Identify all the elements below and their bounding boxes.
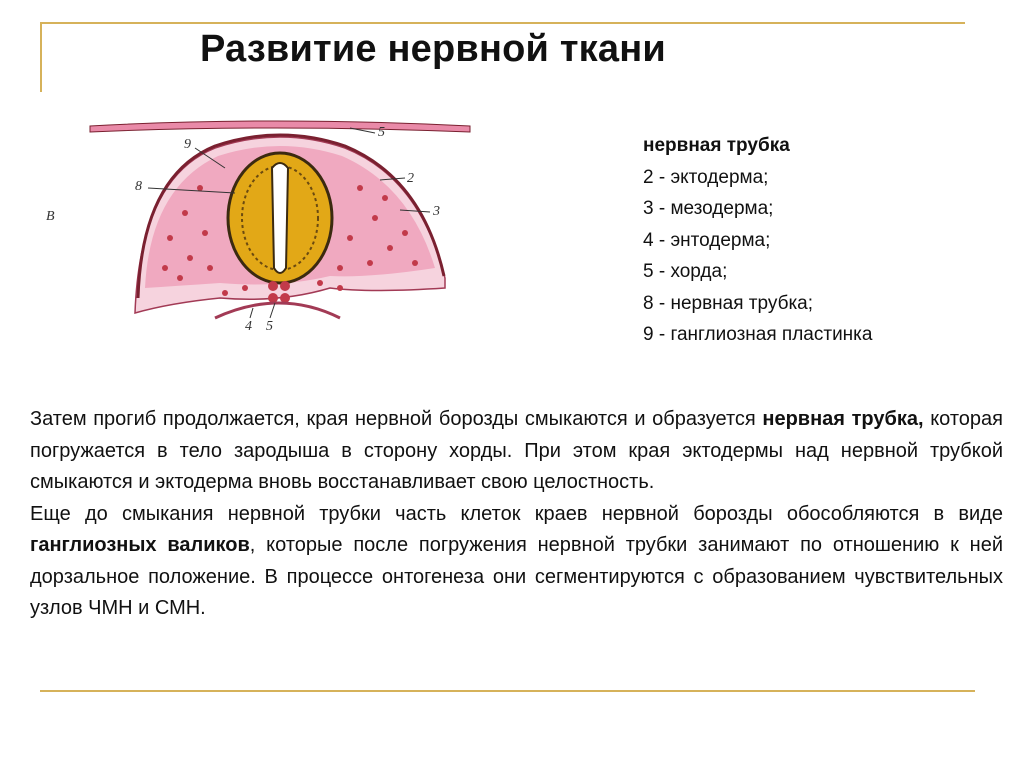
slide-title: Развитие нервной ткани xyxy=(200,28,666,70)
frame-top-line xyxy=(40,22,965,24)
paragraph-1: Затем прогиб продолжается, края нервной борозды смыкаются и образуется нервная трубка, которая погружается в тело зародыша в сторону хорды. При этом края эктодермы над нервной трубкой смыкаются и эктодерма вновь восстанавливает свою целостность. xyxy=(30,408,1003,493)
label-8: 8 xyxy=(135,179,142,194)
legend-item: 3 - мезодерма; xyxy=(643,198,774,219)
body-text xyxy=(30,404,1003,625)
bold-term-ganglion-ridges: ганглиозных валиков xyxy=(30,534,250,556)
legend-item: 5 - хорда; xyxy=(643,261,728,282)
legend-item: 4 - энтодерма; xyxy=(643,229,771,251)
legend-heading: нервная трубка xyxy=(643,135,790,156)
figure-legend xyxy=(643,130,872,351)
paragraph-2: Еще до смыкания нервной трубки часть клеток краев нервной борозды обособляются в виде ганглиозных валиков, которые после погружения нервной трубки занимают по отношению к ней дорзальное положение. В процессе онтогенеза они сегментируются с образованием чувствительных узлов ЧМН и СМН. xyxy=(30,502,1003,619)
label-9: 9 xyxy=(184,137,191,152)
legend-item: 8 - нервная трубка; xyxy=(643,292,814,314)
frame-bottom-line xyxy=(40,690,975,692)
bold-term-neural-tube: нервная трубка, xyxy=(762,408,924,430)
neural-tube-diagram xyxy=(40,118,480,338)
label-3: 3 xyxy=(433,204,440,219)
label-2: 2 xyxy=(407,171,414,186)
panel-letter: В xyxy=(46,209,55,224)
label-4: 4 xyxy=(245,319,252,334)
frame-left-line xyxy=(40,22,42,92)
legend-item: 9 - ганглиозная пластинка xyxy=(643,324,873,345)
legend-item: 2 - эктодерма; xyxy=(643,166,769,188)
label-5-top: 5 xyxy=(378,125,385,140)
label-5-bottom: 5 xyxy=(266,319,273,334)
